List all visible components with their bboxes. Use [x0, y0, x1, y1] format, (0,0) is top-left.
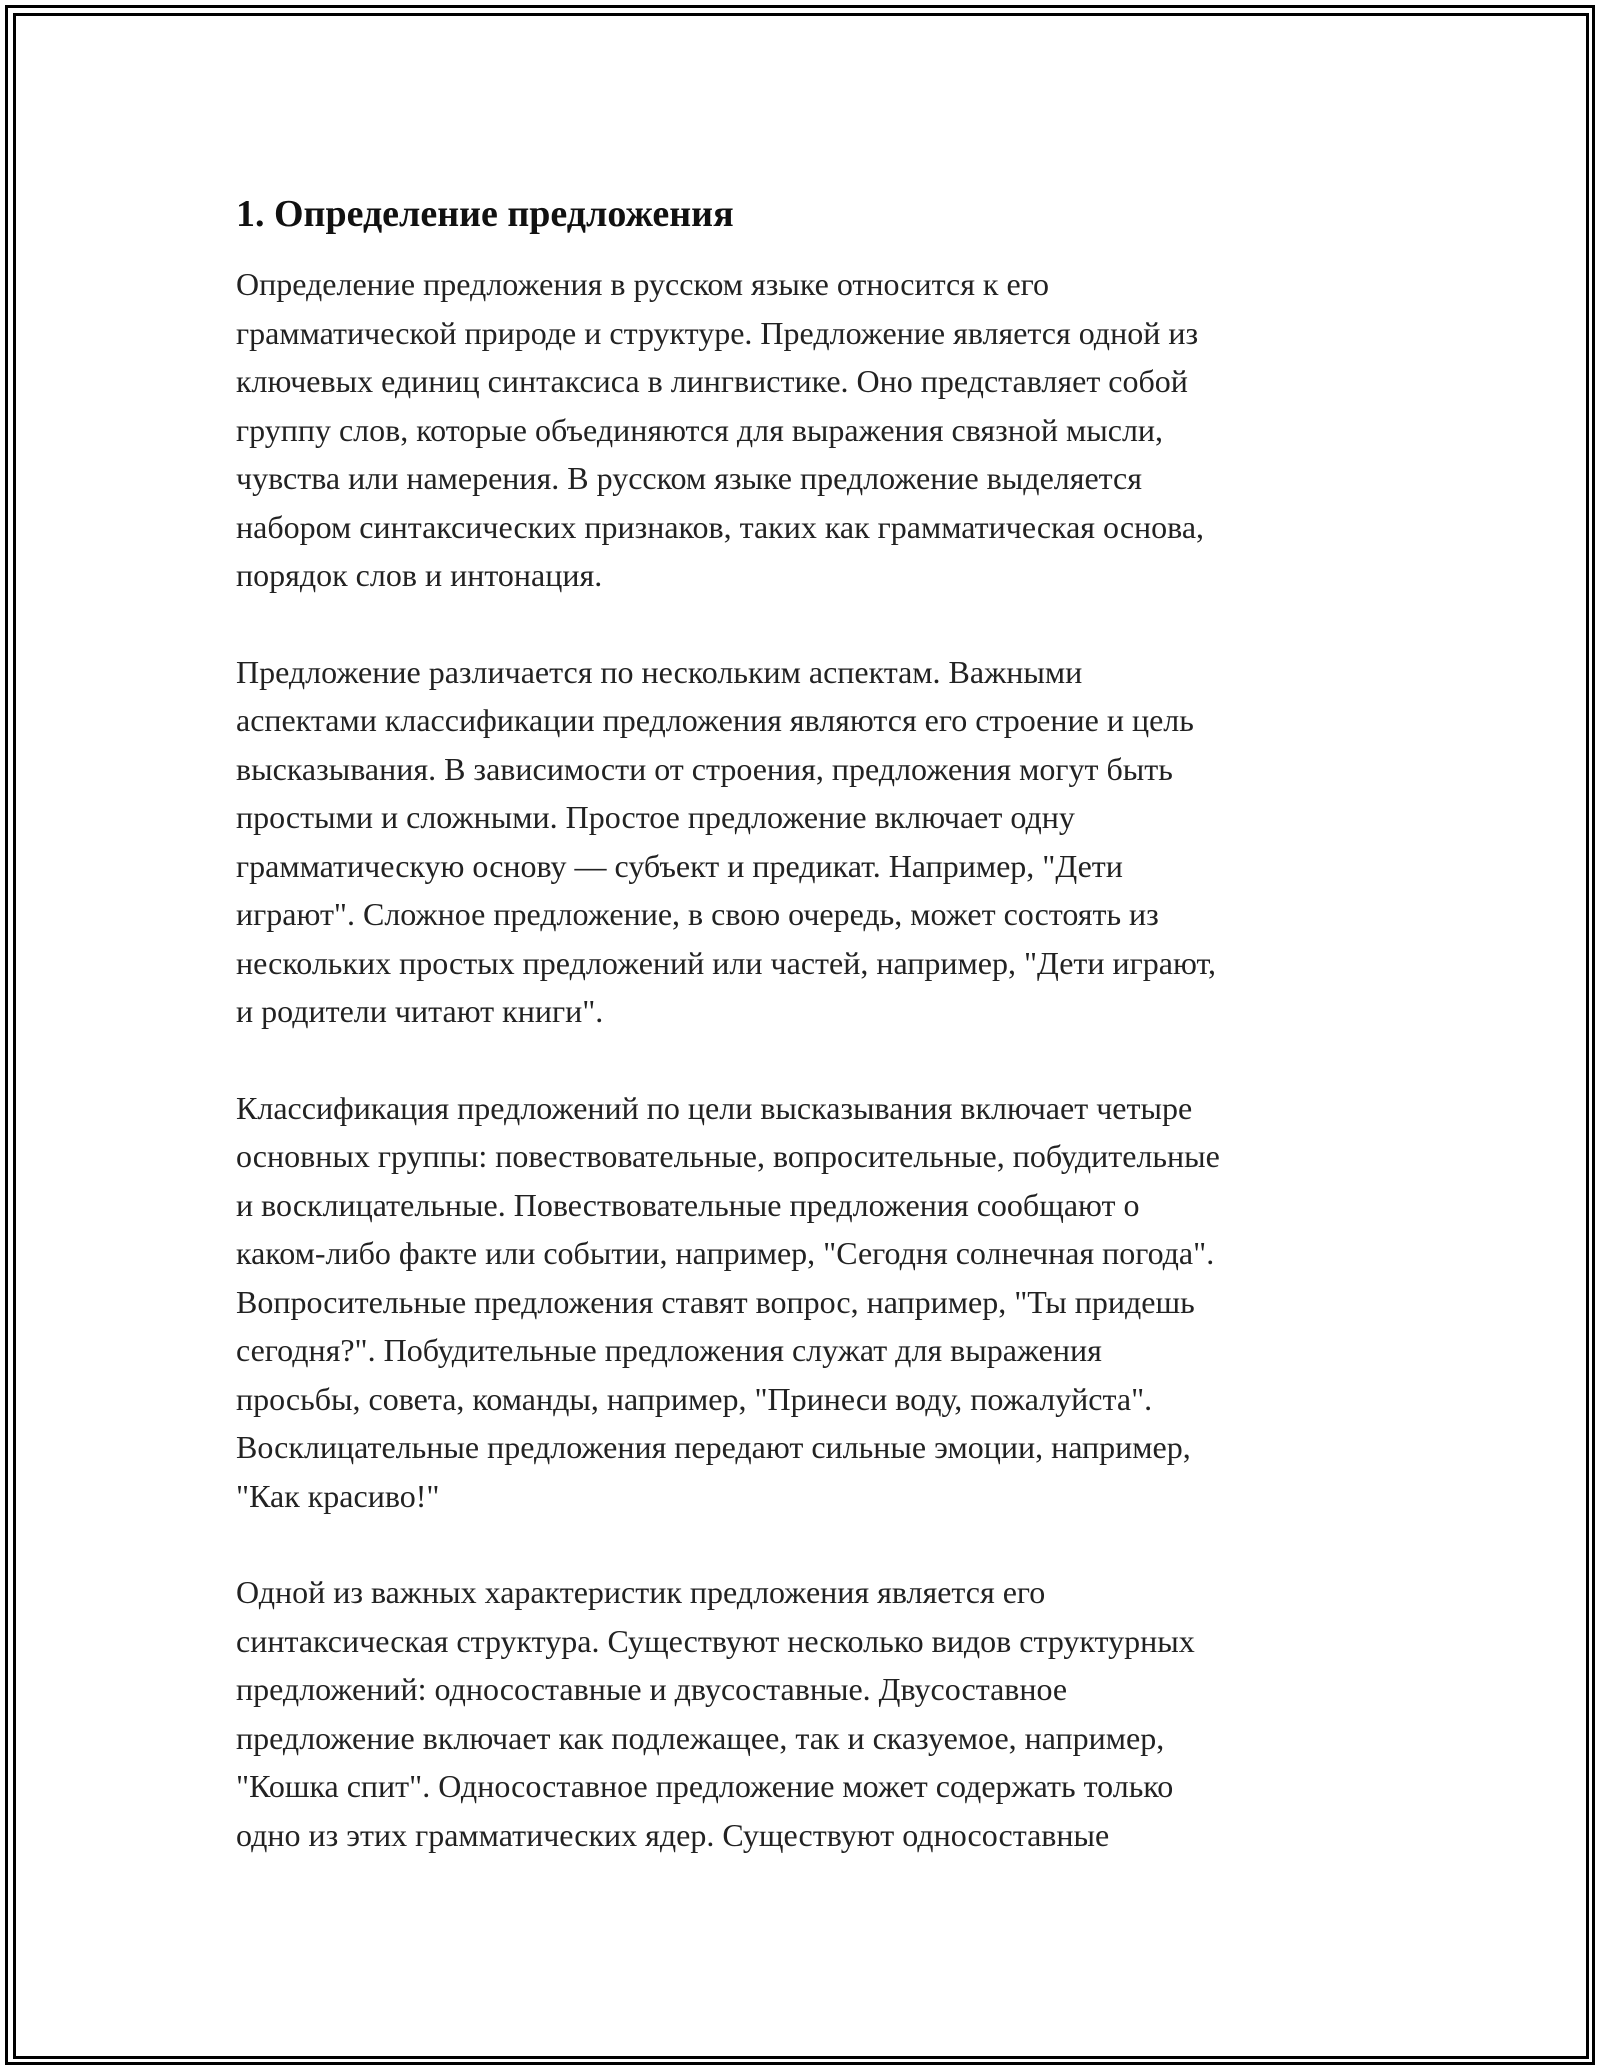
paragraph-definition: Определение предложения в русском языке относится к его грамматической природе и структуре. Предложение является одной из ключевых единиц синтаксиса в лингвистике. Оно представляет собой группу слов, которые объединяются для выражения связной мысли, чувства или намерения. В русском языке предложение выделяется набором синтаксических признаков, таких как грамматическая основа, порядок слов и интонация.: [236, 266, 1205, 593]
paragraph-syntactic-structure: Одной из важных характеристик предложения является его синтаксическая структура. Существуют несколько видов структурных предложений: односоставные и двусоставные. Двусоставное предложение включает как подлежащее, так и сказуемое, например, "Кошка спит". Односоставное предложение может содержать только одно из этих грамматических ядер. Существуют односоставные: [236, 1574, 1195, 1853]
document-body: [236, 186, 1370, 1907]
paragraph-purpose-classification: Классификация предложений по цели высказывания включает четыре основных группы: повествовательные, вопросительные, побудительные и восклицательные. Повествовательные предложения сообщают о каком-либо факте или событии, например, "Сегодня солнечная погода". Вопросительные предложения ставят вопрос, например, "Ты придешь сегодня?". Побудительные предложения служат для выражения просьбы, совета, команды, например, "Принеси воду, пожалуйста". Восклицательные предложения передают сильные эмоции, например, "Как красиво!": [236, 1089, 1220, 1514]
paragraph-structure-types: Предложение различается по нескольким аспектам. Важными аспектами классификации предложения являются его строение и цель высказывания. В зависимости от строения, предложения могут быть простыми и сложными. Простое предложение включает одну грамматическую основу — субъект и предикат. Например, "Дети играют". Сложное предложение, в свою очередь, может состоять из нескольких простых предложений или частей, например, "Дети играют, и родители читают книги".: [236, 653, 1217, 1029]
section-heading: 1. Определение предложения: [236, 193, 734, 235]
